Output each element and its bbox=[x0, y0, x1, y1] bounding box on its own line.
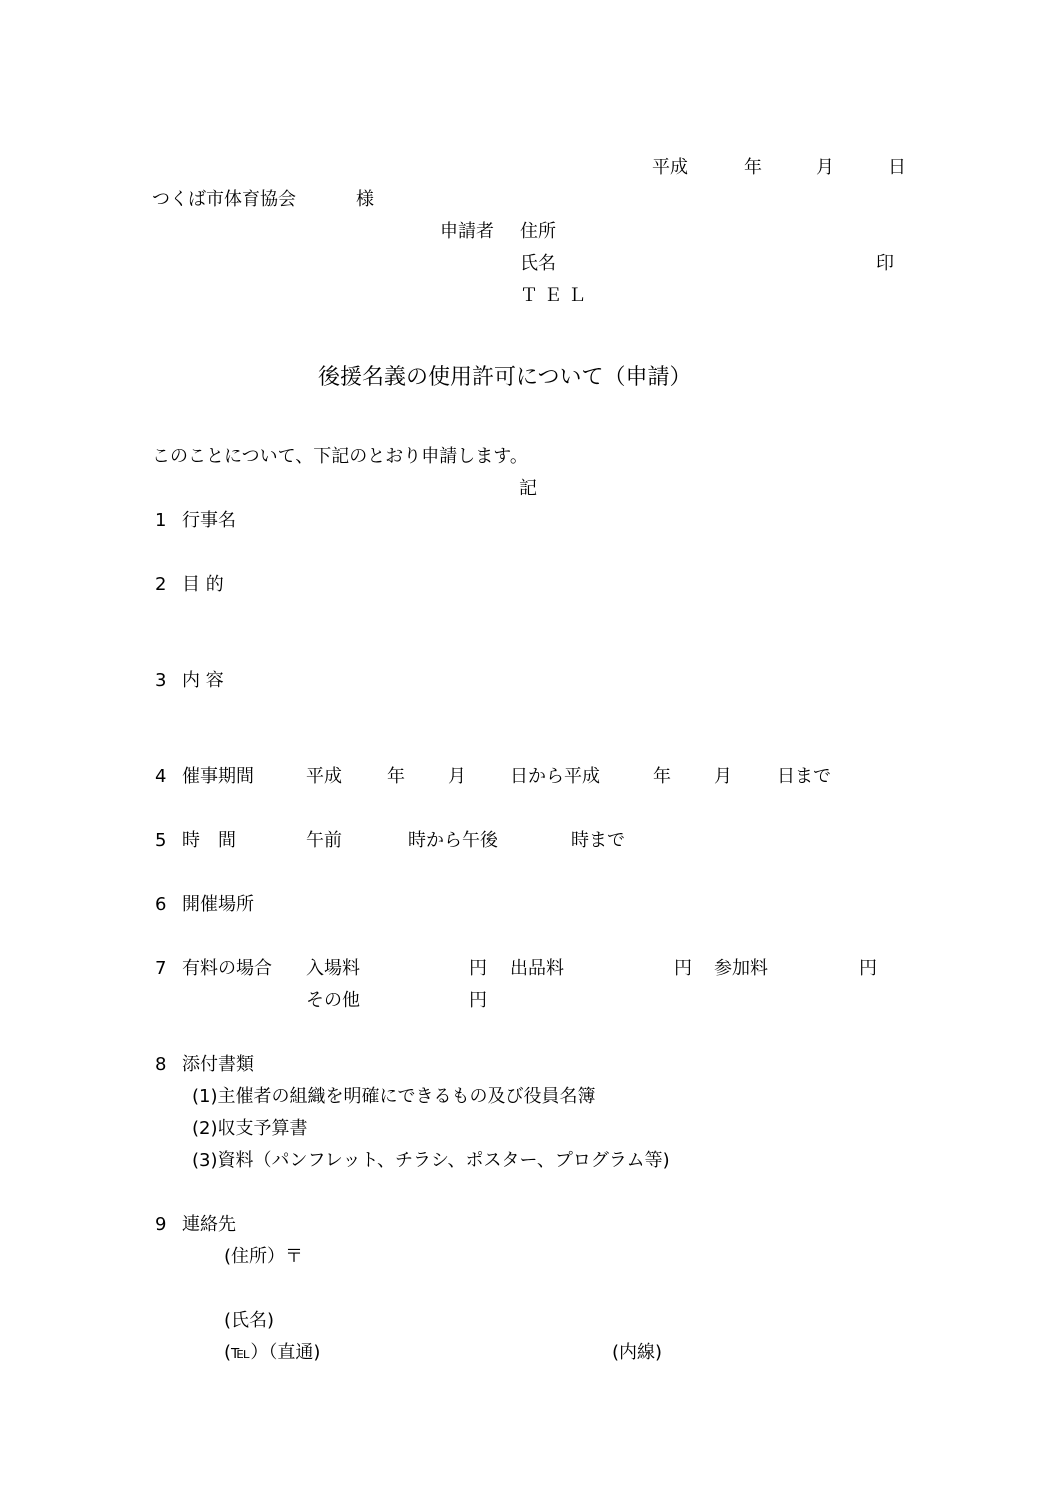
contact-address: (住所）〒 bbox=[224, 1246, 304, 1267]
fee-exhibit-label: 出品料 bbox=[510, 958, 564, 979]
item-8-label: 添付書類 bbox=[182, 1054, 254, 1075]
addressee-org: つくば市体育協会 bbox=[152, 189, 296, 210]
item-9-label: 連絡先 bbox=[182, 1214, 236, 1235]
period-until: 日まで bbox=[777, 766, 831, 787]
attachment-item-1: (1)主催者の組織を明確にできるもの及び役員名簿 bbox=[192, 1086, 596, 1107]
item-7-num: 7 bbox=[155, 958, 167, 979]
fee-admission-label: 入場料 bbox=[306, 958, 360, 979]
date-year-label: 年 bbox=[744, 157, 762, 178]
fee-participation-label: 参加料 bbox=[714, 958, 768, 979]
item-4-label: 催事期間 bbox=[182, 766, 254, 787]
item-4-num: 4 bbox=[155, 766, 167, 787]
applicant-address-label: 住所 bbox=[520, 221, 556, 242]
fee-other-label: その他 bbox=[306, 990, 360, 1011]
applicant-seal: 印 bbox=[876, 253, 894, 274]
applicant-tel-label: ＴＥＬ bbox=[520, 285, 592, 306]
date-month-label: 月 bbox=[816, 157, 834, 178]
attachment-item-2: (2)収支予算書 bbox=[192, 1118, 308, 1139]
period-year-2: 年 bbox=[653, 766, 671, 787]
period-month-2: 月 bbox=[714, 766, 732, 787]
time-until: 時まで bbox=[571, 830, 625, 851]
addressee-honorific: 様 bbox=[356, 189, 374, 210]
item-5-num: 5 bbox=[155, 830, 167, 851]
applicant-label: 申請者 bbox=[440, 221, 494, 242]
item-6-num: 6 bbox=[155, 894, 167, 915]
period-month-1: 月 bbox=[448, 766, 466, 787]
item-7-label: 有料の場合 bbox=[182, 958, 272, 979]
ki-heading: 記 bbox=[519, 478, 537, 499]
item-9-num: 9 bbox=[155, 1214, 167, 1235]
period-era-1: 平成 bbox=[306, 766, 342, 787]
fee-exhibit-yen: 円 bbox=[674, 958, 692, 979]
intro-text: このことについて、下記のとおり申請します。 bbox=[152, 446, 528, 467]
contact-tel: (℡）（直通) bbox=[224, 1342, 321, 1363]
item-6-label: 開催場所 bbox=[182, 894, 254, 915]
fee-admission-yen: 円 bbox=[469, 958, 487, 979]
attachment-item-3: (3)資料（パンフレット、チラシ、ポスター、プログラム等) bbox=[192, 1150, 670, 1171]
item-8-num: 8 bbox=[155, 1054, 167, 1075]
contact-name: (氏名) bbox=[224, 1310, 275, 1331]
time-from-pm: 時から午後 bbox=[408, 830, 498, 851]
document-title: 後援名義の使用許可について（申請） bbox=[318, 365, 692, 390]
date-day-label: 日 bbox=[888, 157, 906, 178]
item-3-label: 内 容 bbox=[182, 670, 224, 691]
fee-other-yen: 円 bbox=[469, 990, 487, 1011]
item-3-num: 3 bbox=[155, 670, 167, 691]
item-1-num: 1 bbox=[155, 510, 167, 531]
item-2-num: 2 bbox=[155, 574, 167, 595]
applicant-name-label: 氏名 bbox=[520, 253, 556, 274]
item-5-label: 時 間 bbox=[182, 830, 236, 851]
item-2-label: 目 的 bbox=[182, 574, 224, 595]
fee-participation-yen: 円 bbox=[859, 958, 877, 979]
period-year-1: 年 bbox=[387, 766, 405, 787]
time-am: 午前 bbox=[306, 830, 342, 851]
contact-ext: (内線) bbox=[612, 1342, 663, 1363]
date-era: 平成 bbox=[652, 157, 688, 178]
period-from: 日から平成 bbox=[510, 766, 600, 787]
item-1-label: 行事名 bbox=[182, 510, 236, 531]
